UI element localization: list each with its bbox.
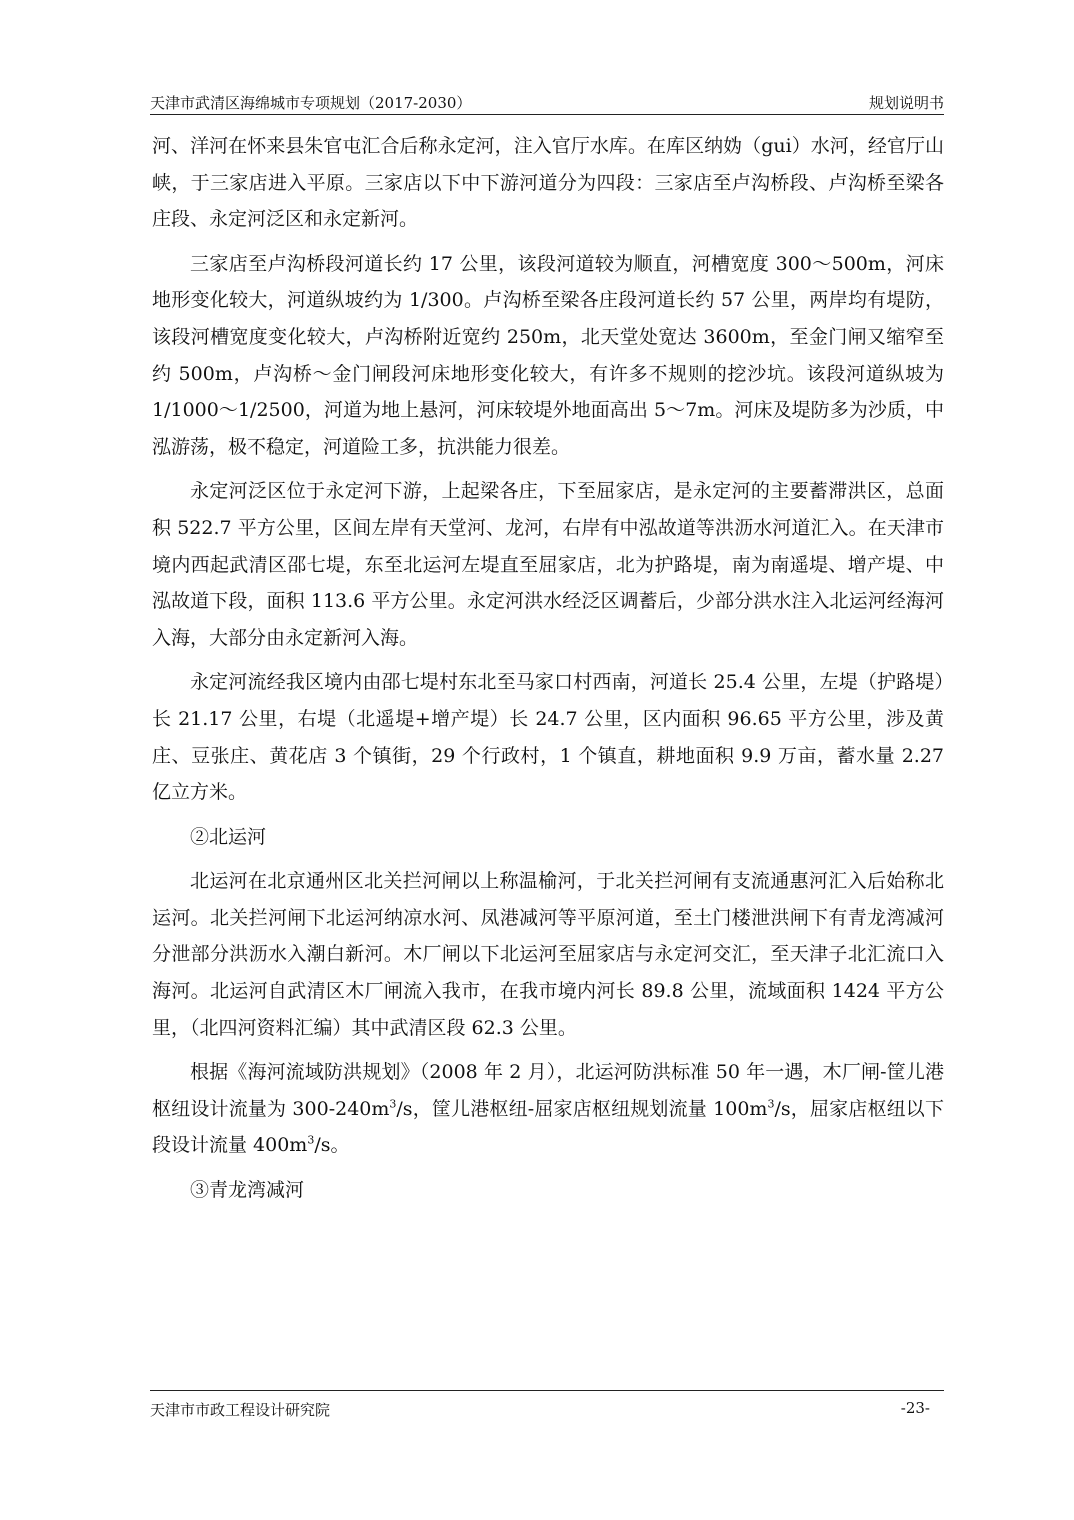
- superscript-3: 3: [389, 1097, 397, 1111]
- page-number: -23-: [900, 1399, 930, 1417]
- paragraph-6: [152, 1054, 944, 1164]
- page-footer: [150, 1390, 944, 1419]
- paragraph-3: 永定河泛区位于永定河下游，上起梁各庄，下至屈家店，是永定河的主要蓄滞洪区，总面积 522.7 平方公里，区间左岸有天堂河、龙河，右岸有中泓故道等洪沥水河道汇入。在天津市境内西起武清区邵七堤，东至北运河左堤直至屈家店，北为护路堤，南为南遥堤、增产堤、中泓故道下段，面积 113.6 平方公里。永定河洪水经泛区调蓄后，少部分洪水注入北运河经海河入海，大部分由永定新河入海。: [152, 480, 944, 649]
- header-title: 天津市武清区海绵城市专项规划（2017-2030）: [150, 94, 472, 112]
- section-heading-beiyunhe: ②北运河: [190, 825, 267, 848]
- superscript-3: 3: [307, 1134, 315, 1148]
- paragraph-6-part-b: /s，筐儿港枢纽-屈家店枢纽规划流量 100m: [396, 1097, 768, 1120]
- paragraph-5: 北运河在北京通州区北关拦河闸以上称温榆河，于北关拦河闸有支流通惠河汇入后始称北运河。北关拦河闸下北运河纳凉水河、凤港减河等平原河道，至土门楼泄洪闸下有青龙湾减河分泄部分洪沥水入潮白新河。木厂闸以下北运河至屈家店与永定河交汇，至天津子北汇流口入海河。北运河自武清区木厂闸流入我市，在我市境内河长 89.8 公里，流域面积 1424 平方公里，（北四河资料汇编）其中武清区段 62.3 公里。: [152, 870, 944, 1039]
- paragraph-6-part-c: /s，屈家店枢纽以下段设计流量 400m: [152, 1097, 944, 1157]
- paragraph-4: 永定河流经我区境内由邵七堤村东北至马家口村西南，河道长 25.4 公里，左堤（护路堤）长 21.17 公里，右堤（北遥堤+增产堤）长 24.7 公里，区内面积 96.65 平方公里，涉及黄庄、豆张庄、黄花店 3 个镇街，29 个行政村，1 个镇直，耕地面积 9.9 万亩，蓄水量 2.27 亿立方米。: [152, 671, 944, 804]
- paragraph-6-part-d: /s。: [314, 1134, 350, 1157]
- page-header: [150, 92, 944, 115]
- paragraph-2: 三家店至卢沟桥段河道长约 17 公里，该段河道较为顺直，河槽宽度 300～500m，河床地形变化较大，河道纵坡约为 1/300。卢沟桥至梁各庄段河道长约 57 公里，两岸均有堤防，该段河槽宽度变化较大，卢沟桥附近宽约 250m，北天堂处宽达 3600m，至金门闸又缩窄至约 500m，卢沟桥～金门闸段河床地形变化较大，有许多不规则的挖沙坑。该段河道纵坡为 1/1000～1/2500，河道为地上悬河，河床较堤外地面高出 5～7m。河床及堤防多为沙质，中泓游荡，极不稳定，河道险工多，抗洪能力很差。: [152, 252, 944, 458]
- section-heading-qinglongwan: ③青龙湾减河: [190, 1179, 305, 1202]
- paragraph-1: 河、洋河在怀来县朱官屯汇合后称永定河，注入官厅水库。在库区纳妫（gui）水河，经官厅山峡，于三家店进入平原。三家店以下中下游河道分为四段：三家店至卢沟桥段、卢沟桥至梁各庄段、永定河泛区和永定新河。: [152, 135, 944, 231]
- header-doc-type: 规划说明书: [868, 94, 944, 112]
- superscript-3: 3: [767, 1097, 775, 1111]
- footer-institute: 天津市市政工程设计研究院: [150, 1401, 331, 1419]
- paragraph-6-part-a: 根据《海河流域防洪规划》（2008 年 2 月），北运河防洪标准 50 年一遇，木厂闸-筐儿港枢纽设计流量为 300-240m: [152, 1061, 944, 1120]
- document-body: [152, 128, 944, 1209]
